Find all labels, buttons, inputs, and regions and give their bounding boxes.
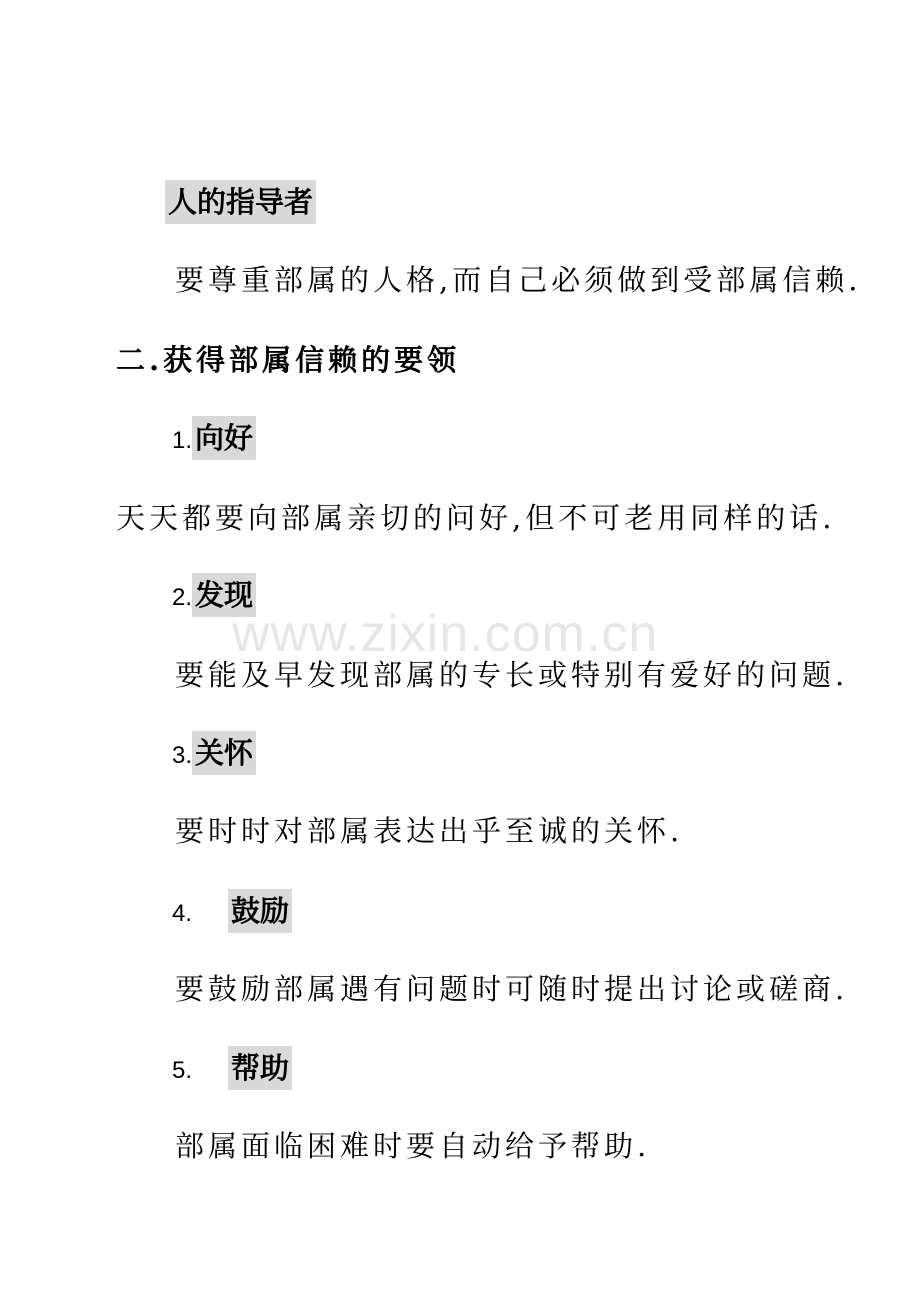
item-1-title: 向好	[192, 416, 256, 460]
item-4-body: 要鼓励部属遇有问题时可随时提出讨论或磋商.	[175, 972, 849, 1006]
item-5-number: 5.	[172, 1057, 193, 1084]
item-3-number: 3.	[172, 742, 193, 769]
item-5-heading	[172, 1046, 292, 1090]
heading-fragment-line	[165, 180, 316, 224]
item-2-body: 要能及早发现部属的专长或特别有爱好的问题.	[175, 658, 849, 692]
item-4-heading	[172, 889, 292, 933]
item-5-title: 帮助	[228, 1046, 292, 1090]
item-2-number: 2.	[172, 584, 193, 611]
item-3-title: 关怀	[192, 731, 256, 775]
watermark: www.zixin.com.cn	[232, 605, 659, 663]
item-1-body: 天天都要向部属亲切的问好,但不可老用同样的话.	[116, 501, 836, 535]
item-1-number: 1.	[172, 427, 193, 454]
item-4-title: 鼓励	[228, 889, 292, 933]
intro-paragraph: 要尊重部属的人格,而自己必须做到受部属信赖.	[175, 263, 862, 297]
item-3-heading	[172, 731, 256, 775]
item-5-body: 部属面临困难时要自动给予帮助.	[175, 1129, 651, 1163]
section-title: 二.获得部属信赖的要领	[116, 343, 461, 377]
item-2-title: 发现	[192, 573, 256, 617]
item-4-number: 4.	[172, 900, 193, 927]
item-3-body: 要时时对部属表达出乎至诚的关怀.	[175, 814, 684, 848]
heading-fragment: 人的指导者	[165, 180, 316, 224]
item-1-heading	[172, 416, 256, 460]
